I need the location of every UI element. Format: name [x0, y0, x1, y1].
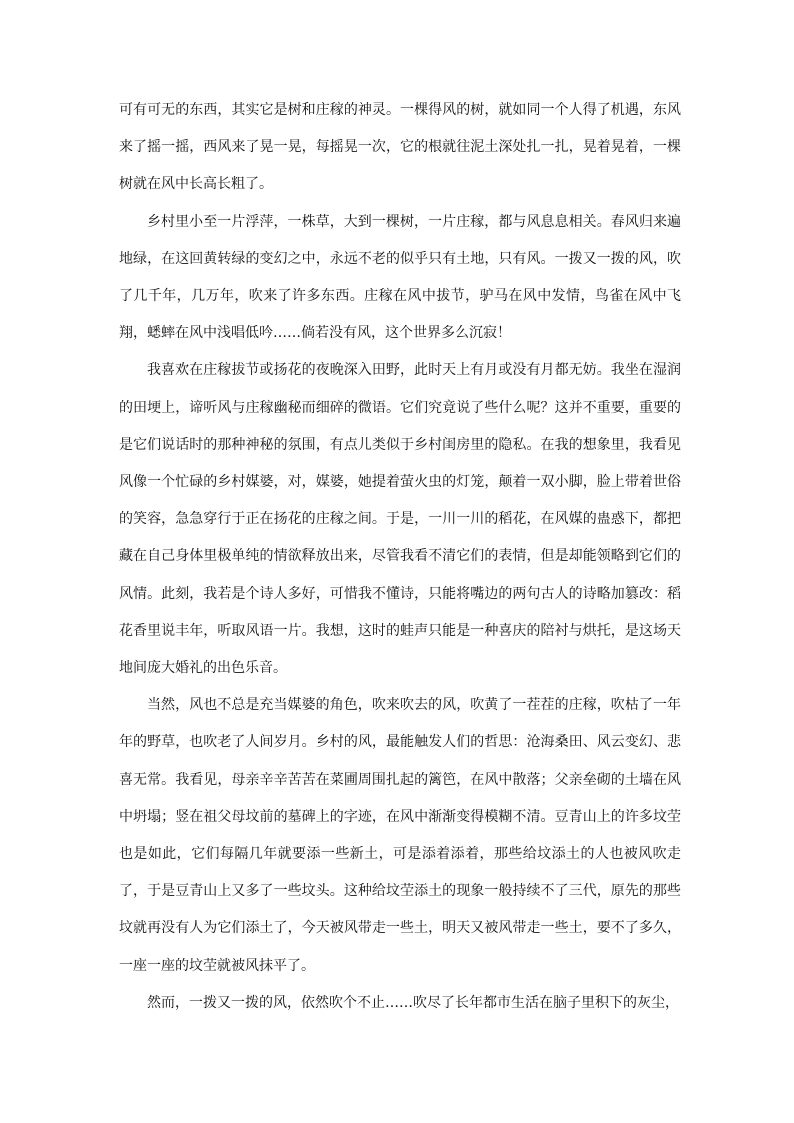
paragraph-night-fields: 我喜欢在庄稼拔节或扬花的夜晚深入田野，此时天上有月或没有月都无妨。我坐在湿润的田埂上，谛听风与庄稼幽秘而细碎的微语。它们究竟说了些什么呢？这并不重要，重要的是它们说话时的那种神秘的氛围，有点儿类似于乡村闺房里的隐私。在我的想象里，我看见风像一个忙碌的乡村媒婆，对，媒婆，她提着萤火虫的灯笼，颠着一双小脚，脸上带着世俗的笑容，急急穿行于正在扬花的庄稼之间。于是，一川一川的稻花，在风媒的蛊惑下，都把藏在自己身体里极单纯的情欲释放出来，尽管我看不清它们的表情，但是却能领略到它们的风情。此刻，我若是个诗人多好，可惜我不懂诗，只能将嘴边的两句古人的诗略加篡改：稻花香里说丰年，听取风语一片。我想，这时的蛙声只能是一种喜庆的陪衬与烘托，是这场天地间庞大婚礼的出色乐音。: [119, 362, 681, 677]
paragraph-wind-and-time: 当然，风也不总是充当媒婆的角色，吹来吹去的风，吹黄了一茬茬的庄稼，吹枯了一年年的野草，也吹老了人间岁月。乡村的风，最能触发人们的哲思：沧海桑田、风云变幻、悲喜无常。我看见，母亲辛辛苦苦在菜圃周围扎起的篱笆，在风中散落；父亲垒砌的土墙在风中坍塌；竖在祖父母坟前的墓碑上的字迹，在风中渐渐变得模糊不清。豆青山上的许多坟茔也是如此，它们每隔几年就要添一些新土，可是添着添着，那些给坟添土的人也被风吹走了，于是豆青山上又多了一些坟头。这种给坟茔添土的现象一般持续不了三代，原先的那些坟就再没有人为它们添土了，今天被风带走一些土，明天又被风带走一些土，要不了多久，一座一座的坟茔就被风抹平了。: [119, 697, 681, 974]
paragraph-endless-wind: 然而，一拨又一拨的风，依然吹个不止……吹尽了长年都市生活在脑子里积下的灰尘，: [147, 994, 679, 1011]
essay-body: [119, 92, 681, 1022]
paragraph-wind-and-village: 乡村里小至一片浮萍，一株草，大到一棵树，一片庄稼，都与风息息相关。春风归来遍地绿，在这回黄转绿的变幻之中，永远不老的似乎只有土地，只有风。一拨又一拨的风，吹了几千年，几万年，吹来了许多东西。庄稼在风中拔节，驴马在风中发情，鸟雀在风中飞翔，蟋蟀在风中浅唱低吟……倘若没有风，这个世界多么沉寂！: [119, 213, 681, 342]
paragraph-continuation: 可有可无的东西，其实它是树和庄稼的神灵。一棵得风的树，就如同一个人得了机遇，东风来了摇一摇，西风来了晃一晃，每摇晃一次，它的根就往泥土深处扎一扎，晃着晃着，一棵树就在风中长高长粗了。: [119, 102, 681, 193]
